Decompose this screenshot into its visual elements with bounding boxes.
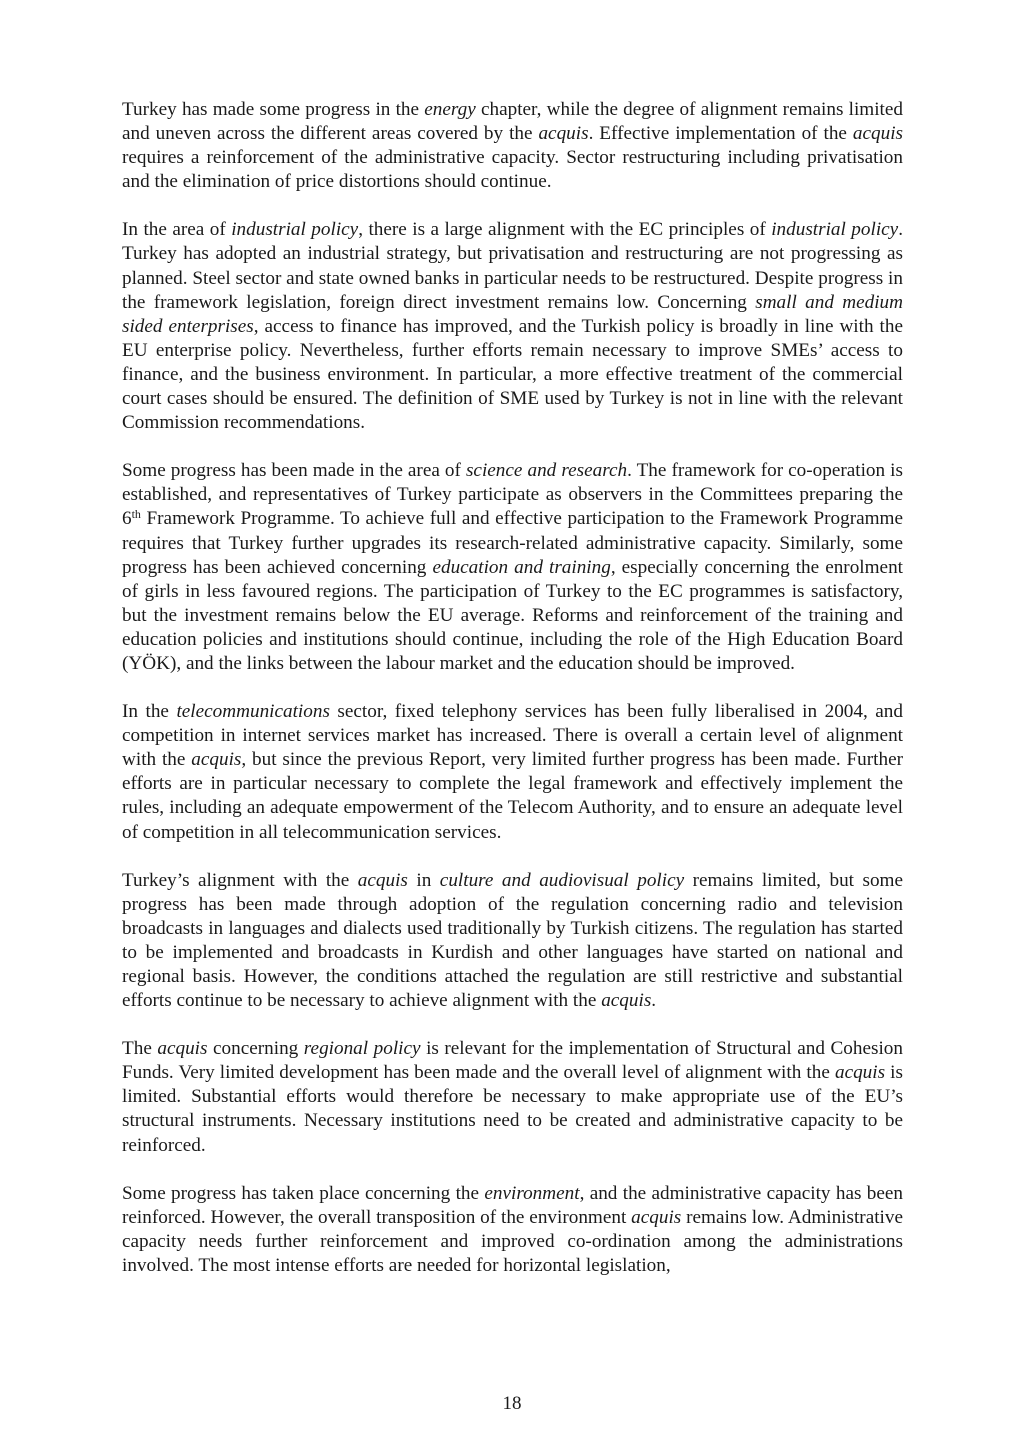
italic-term: science and research [465, 460, 628, 482]
paragraph [122, 459, 903, 676]
italic-term: acquis [191, 749, 242, 771]
paragraph-text: chapter, while the degree of alignment remains limited and uneven across the different areas covered by the [122, 99, 903, 145]
paragraph-text: , there is a large alignment with the EC principles of [358, 219, 772, 241]
paragraph-text: , access to finance has improved, and the Turkish policy is broadly in line with the EU enterprise policy. Nevertheless, further efforts remain necessary to improve SMEs’ access to finance, and the business environment. In particular, a more effective treatment of the commercial court cases should be ensured. The definition of SME used by Turkey is not in line with the relevant Commission recommendations. [122, 315, 903, 434]
paragraph-text: , especially concerning the enrolment of girls in less favoured regions. The participation of Turkey to the EC programmes is satisfactory, but the investment remains below the EU average. Reforms and reinforcement of the training and education policies and institutions should continue, including the role of the High Education Board (YÖK), and the links between the labour market and the education should be improved. [122, 556, 903, 674]
italic-term: acquis [834, 1062, 886, 1084]
italic-term: telecommunications [176, 701, 330, 723]
paragraph-text: , and the administrative capacity has been reinforced. However, the overall transposition of the environment [122, 1182, 904, 1228]
italic-term: education and training [432, 556, 611, 578]
paragraph-text: is limited. Substantial efforts would therefore be necessary to make appropriate use of the EU’s structural instruments. Necessary institutions need to be created and administrative capacity to be reinforced. [122, 1062, 903, 1156]
italic-term: acquis [852, 123, 903, 145]
paragraph-text: Some progress has taken place concerning the [122, 1182, 485, 1204]
paragraph [122, 700, 903, 845]
italic-term: acquis [538, 123, 589, 145]
italic-term: regional policy [303, 1038, 421, 1060]
paragraph [122, 218, 903, 435]
italic-term: energy [424, 99, 476, 120]
italic-term: culture and audiovisual policy [439, 869, 685, 891]
paragraph [122, 869, 903, 1014]
paragraph-text: The [122, 1038, 158, 1060]
paragraph-text: remains limited, but some progress has been made through adoption of the regulation concerning radio and television broadcasts in languages and dialects used traditionally by Turkish citizens. The regulation has started to be implemented and broadcasts in Kurdish and other languages have started on national and regional basis. However, the conditions attached the regulation are still restrictive and substantial efforts continue to be necessary to achieve alignment with the [122, 869, 903, 1012]
italic-term: industrial policy [771, 219, 899, 241]
paragraph-text: . [651, 990, 657, 1012]
italic-term: environment [484, 1182, 580, 1204]
paragraph-text: requires a reinforcement of the administrative capacity. Sector restructuring including privatisation and the elimination of price distortions should continue. [122, 147, 903, 193]
paragraph-text: Some progress has been made in the area of [122, 460, 466, 482]
paragraph-text: , but since the previous Report, very limited further progress has been made. Further efforts are in particular necessary to complete the legal framework and effectively implement the rules, including an adequate empowerment of the Telecom Authority, and to ensure an adequate level of competition in all telecommunication services. [122, 749, 903, 843]
paragraph-text: sector, fixed telephony services has been fully liberalised in 2004, and competition in internet services market has increased. There is overall a certain level of alignment with the [122, 701, 903, 771]
paragraph [122, 98, 903, 194]
italic-term: industrial policy [231, 219, 359, 241]
italic-term: acquis [601, 990, 652, 1012]
paragraph-text: concerning [207, 1038, 304, 1060]
paragraph-text: remains low. Administrative capacity needs further reinforcement and improved co-ordination among the administrations involved. The most intense efforts are needed for horizontal legislation, [122, 1206, 903, 1276]
page-number: 18 [502, 1393, 522, 1414]
paragraph-text: Turkey’s alignment with the [122, 869, 358, 891]
paragraph [122, 1182, 903, 1278]
paragraph-text: Turkey has made some progress in the [122, 99, 425, 120]
paragraph [122, 1037, 903, 1157]
paragraph-text: is relevant for the implementation of Structural and Cohesion Funds. Very limited development has been made and the overall level of alignment with the [122, 1038, 903, 1084]
paragraph-text: in [407, 869, 440, 891]
document-body [122, 98, 903, 1302]
paragraph-text: In the area of [122, 219, 232, 241]
italic-term: acquis [631, 1206, 682, 1228]
paragraph-text: . Effective implementation of the [588, 123, 853, 145]
paragraph-text: Framework Programme. To achieve full and effective participation to the Framework Programme requires that Turkey further upgrades its research-related administrative capacity. Similarly, some progress has been achieved concerning [122, 508, 903, 578]
italic-term: acquis [357, 869, 408, 891]
paragraph-text: . The framework for co-operation is established, and representatives of Turkey participate as observers in the Committees preparing the 6 [122, 460, 903, 530]
paragraph-text: . Turkey has adopted an industrial strategy, but privatisation and restructuring are not progressing as planned. Steel sector and state owned banks in particular needs to be restructured. Despite progress in the framework legislation, foreign direct investment remains low. Concerning [122, 219, 903, 313]
paragraph-text: In the [122, 701, 177, 723]
italic-term: acquis [157, 1038, 208, 1060]
italic-term: small and medium sided enterprises [122, 291, 904, 337]
superscript-text: th [131, 507, 141, 522]
